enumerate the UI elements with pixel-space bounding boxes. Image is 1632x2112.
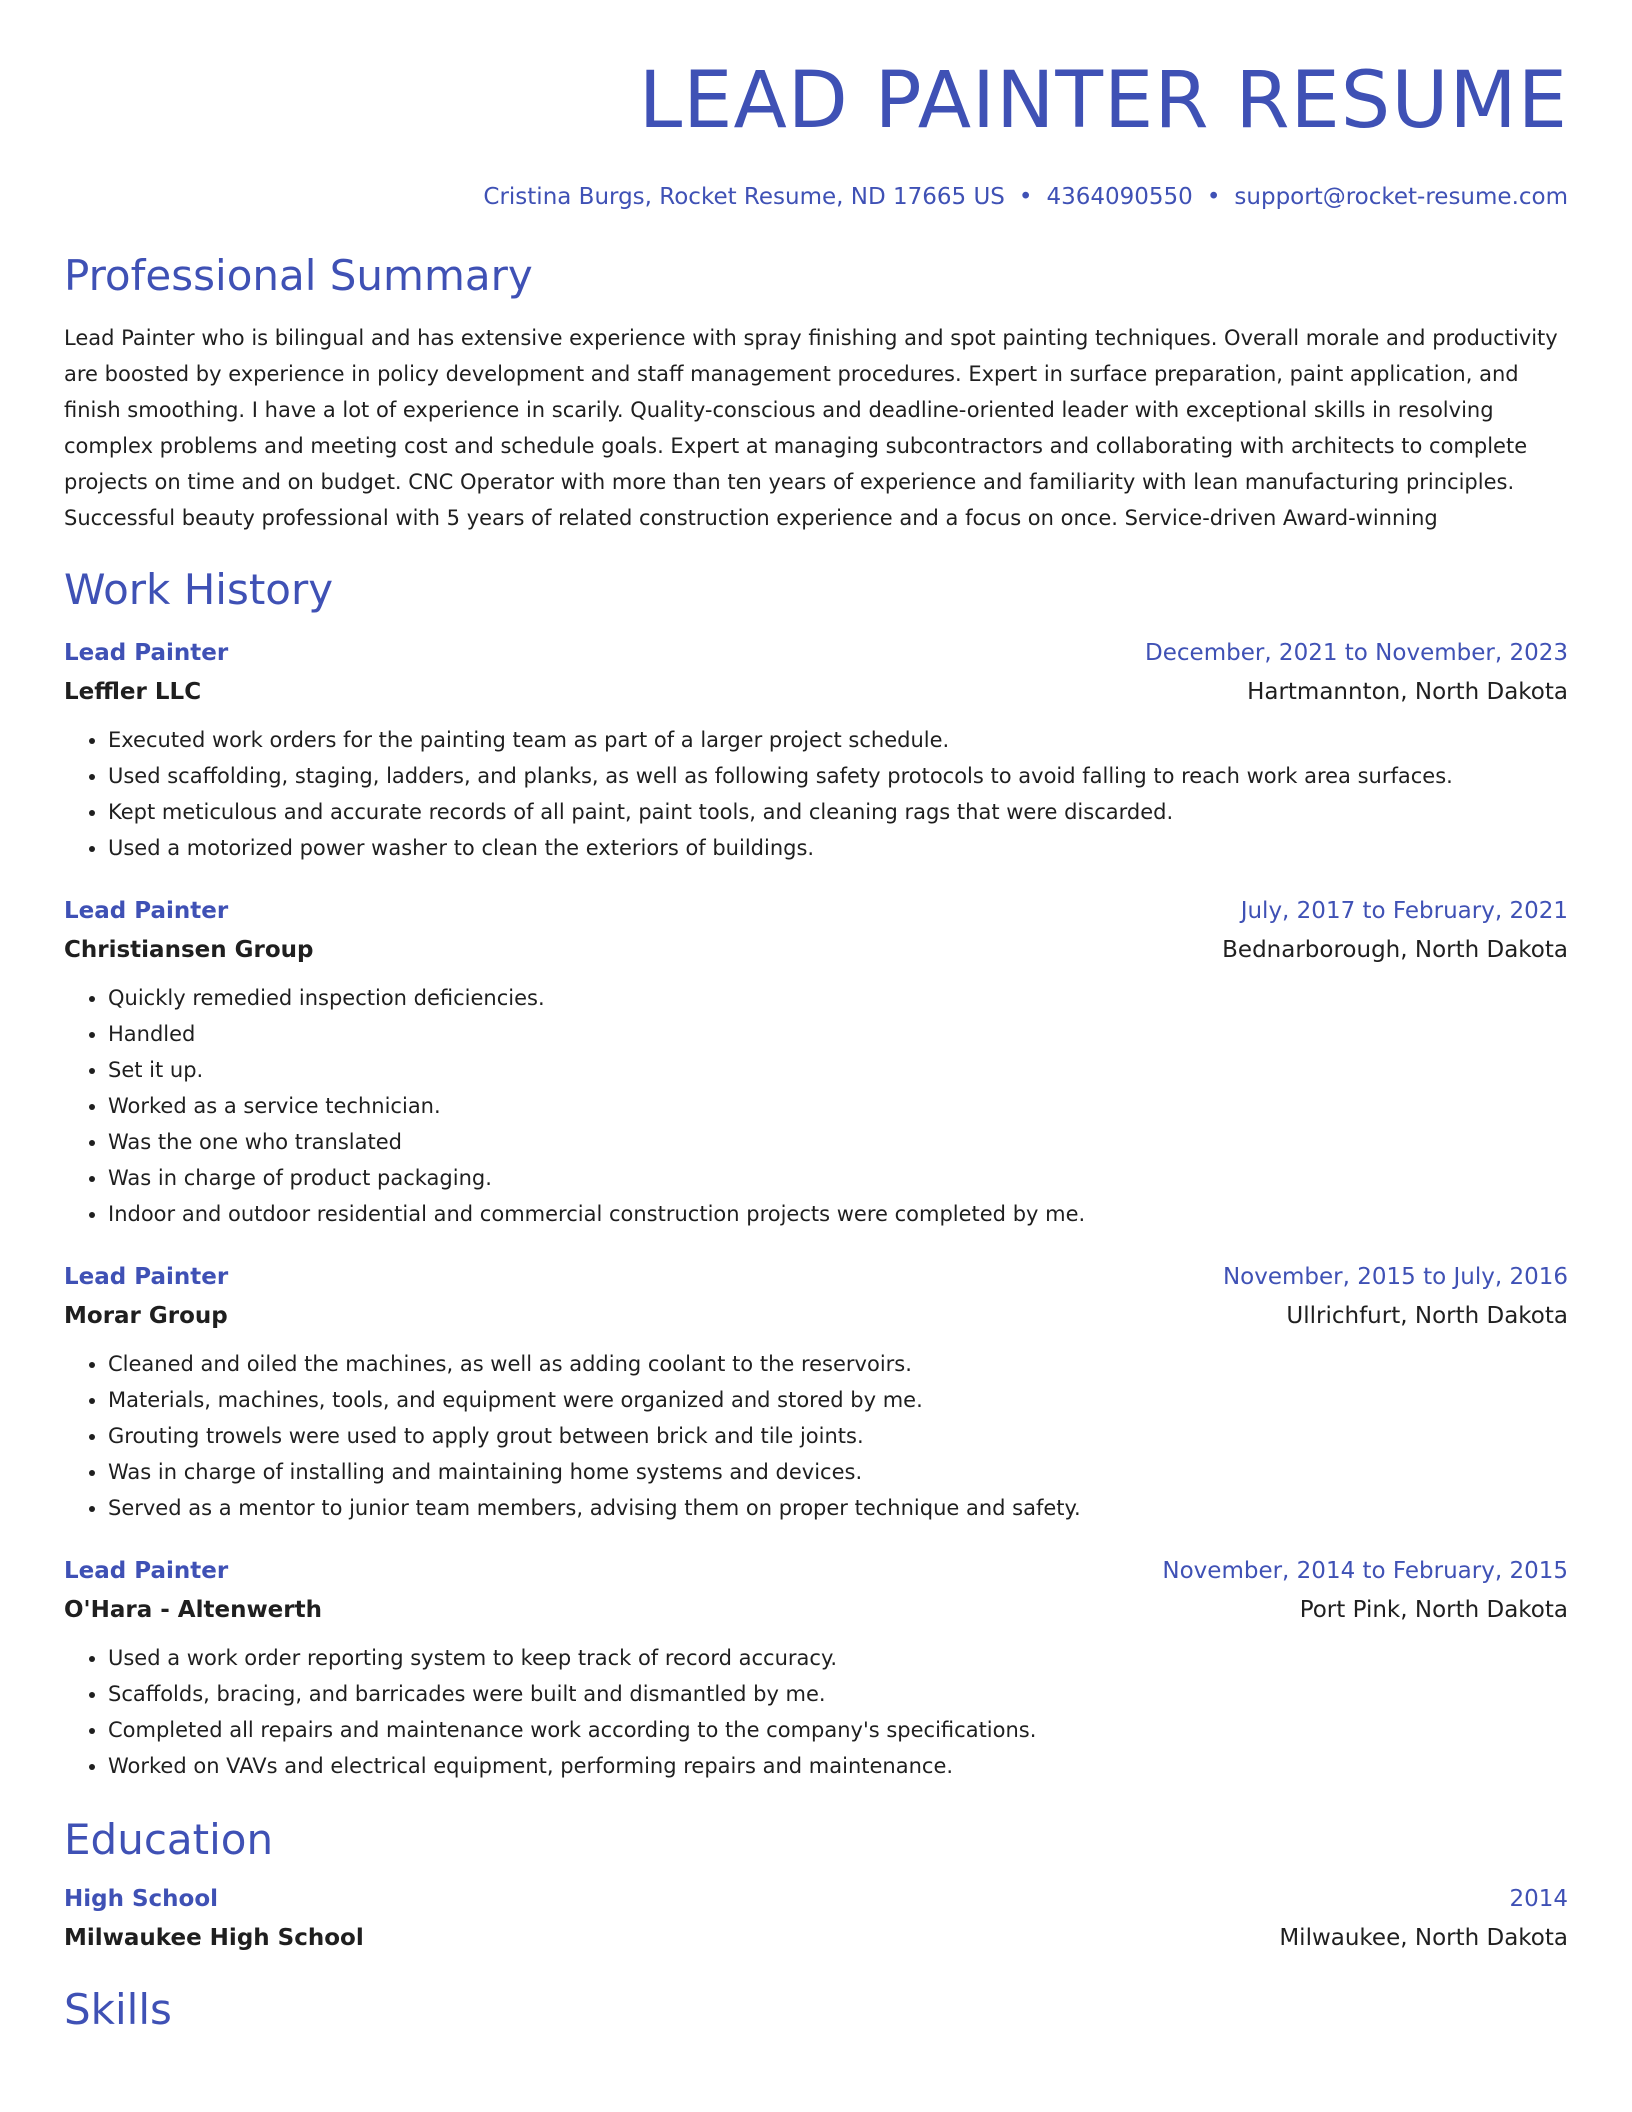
- skills-heading: Skills: [64, 1985, 172, 2034]
- job-bullet: • Set it up.: [108, 1052, 1568, 1088]
- education-school: Milwaukee High School: [64, 1925, 364, 1951]
- education-year: 2014: [1509, 1886, 1568, 1912]
- contact-separator: •: [1206, 184, 1221, 210]
- job-dates: November, 2015 to July, 2016: [1222, 1264, 1568, 1290]
- job-bullet: • Was in charge of installing and maintaining home systems and devices.: [108, 1454, 1568, 1490]
- job-bullet: • Was in charge of product packaging.: [108, 1160, 1568, 1196]
- job-bullet: • Completed all repairs and maintenance work according to the company's specifications.: [108, 1712, 1568, 1748]
- education-entry: [64, 1880, 1568, 1958]
- contact-phone: 4364090550: [1046, 184, 1193, 210]
- contact-line: [64, 182, 1568, 212]
- job-bullet: • Used a motorized power washer to clean the exteriors of buildings.: [108, 830, 1568, 866]
- education-location: Milwaukee, North Dakota: [1279, 1925, 1568, 1951]
- job-bullet: • Quickly remedied inspection deficiencies.: [108, 980, 1568, 1016]
- work-history-heading: Work History: [64, 565, 334, 614]
- job-bullet: • Cleaned and oiled the machines, as well as adding coolant to the reservoirs.: [108, 1346, 1568, 1382]
- job-dates: November, 2014 to February, 2015: [1162, 1558, 1568, 1584]
- job-company: Christiansen Group: [64, 937, 314, 963]
- contact-email[interactable]: support@rocket-resume.com: [1234, 184, 1568, 210]
- job-company: Morar Group: [64, 1303, 228, 1329]
- job-bullet: • Worked on VAVs and electrical equipment, performing repairs and maintenance.: [108, 1748, 1568, 1784]
- job-bullet: • Grouting trowels were used to apply grout between brick and tile joints.: [108, 1418, 1568, 1454]
- job-bullet: • Materials, machines, tools, and equipment were organized and stored by me.: [108, 1382, 1568, 1418]
- job-bullet: • Scaffolds, bracing, and barricades were built and dismantled by me.: [108, 1676, 1568, 1712]
- contact-address: Cristina Burgs, Rocket Resume, ND 17665 US: [483, 184, 1005, 210]
- job-entry: [64, 634, 1568, 866]
- job-bullet: • Worked as a service technician.: [108, 1088, 1568, 1124]
- job-bullets: [64, 722, 1568, 866]
- job-bullet: • Indoor and outdoor residential and commercial construction projects were completed by me.: [108, 1196, 1568, 1232]
- job-bullet: • Handled: [108, 1016, 1568, 1052]
- resume-page: [64, 0, 1568, 2036]
- job-entry: [64, 1258, 1568, 1526]
- job-bullet: • Kept meticulous and accurate records of all paint, paint tools, and cleaning rags that were discarded.: [108, 794, 1568, 830]
- job-role: Lead Painter: [64, 640, 229, 666]
- job-dates: July, 2017 to February, 2021: [1240, 898, 1568, 924]
- resume-title: LEAD PAINTER RESUME: [638, 56, 1568, 146]
- summary-text: Lead Painter who is bilingual and has extensive experience with spray finishing and spot painting techniques. Overall morale and productivity are boosted by experience in policy development and staff management procedures. Expert in surface preparation, paint application, and finish smoothing. I have a lot of experience in scarily. Quality-conscious and deadline-oriented leader with exceptional skills in resolving complex problems and meeting cost and schedule goals. Expert at managing subcontractors and collaborating with architects to complete projects on time and on budget. CNC Operator with more than ten years of experience and familiarity with lean manufacturing principles. Successful beauty professional with 5 years of related construction experience and a focus on once. Service-driven Award-winning: [64, 326, 1558, 530]
- job-bullet: • Served as a mentor to junior team members, advising them on proper technique and safety.: [108, 1490, 1568, 1526]
- job-role: Lead Painter: [64, 1264, 229, 1290]
- job-company: O'Hara - Altenwerth: [64, 1597, 322, 1623]
- job-entry: [64, 1552, 1568, 1784]
- job-role: Lead Painter: [64, 1558, 229, 1584]
- job-location: Hartmannton, North Dakota: [1247, 679, 1568, 705]
- job-bullets: [64, 1346, 1568, 1526]
- job-bullets: [64, 980, 1568, 1232]
- job-bullets: [64, 1640, 1568, 1784]
- summary-heading: Professional Summary: [64, 251, 533, 300]
- job-bullet: • Used scaffolding, staging, ladders, and planks, as well as following safety protocols to avoid falling to reach work area surfaces.: [108, 758, 1568, 794]
- education-heading: Education: [64, 1815, 274, 1864]
- job-location: Bednarborough, North Dakota: [1222, 937, 1568, 963]
- job-bullet: • Was the one who translated: [108, 1124, 1568, 1160]
- education-degree: High School: [64, 1886, 219, 1912]
- job-bullet: • Executed work orders for the painting team as part of a larger project schedule.: [108, 722, 1568, 758]
- job-location: Port Pink, North Dakota: [1299, 1597, 1568, 1623]
- job-location: Ullrichfurt, North Dakota: [1286, 1303, 1568, 1329]
- job-entry: [64, 892, 1568, 1232]
- job-dates: December, 2021 to November, 2023: [1145, 640, 1568, 666]
- job-company: Leffler LLC: [64, 679, 202, 705]
- contact-separator: •: [1018, 184, 1033, 210]
- job-role: Lead Painter: [64, 898, 229, 924]
- job-bullet: • Used a work order reporting system to keep track of record accuracy.: [108, 1640, 1568, 1676]
